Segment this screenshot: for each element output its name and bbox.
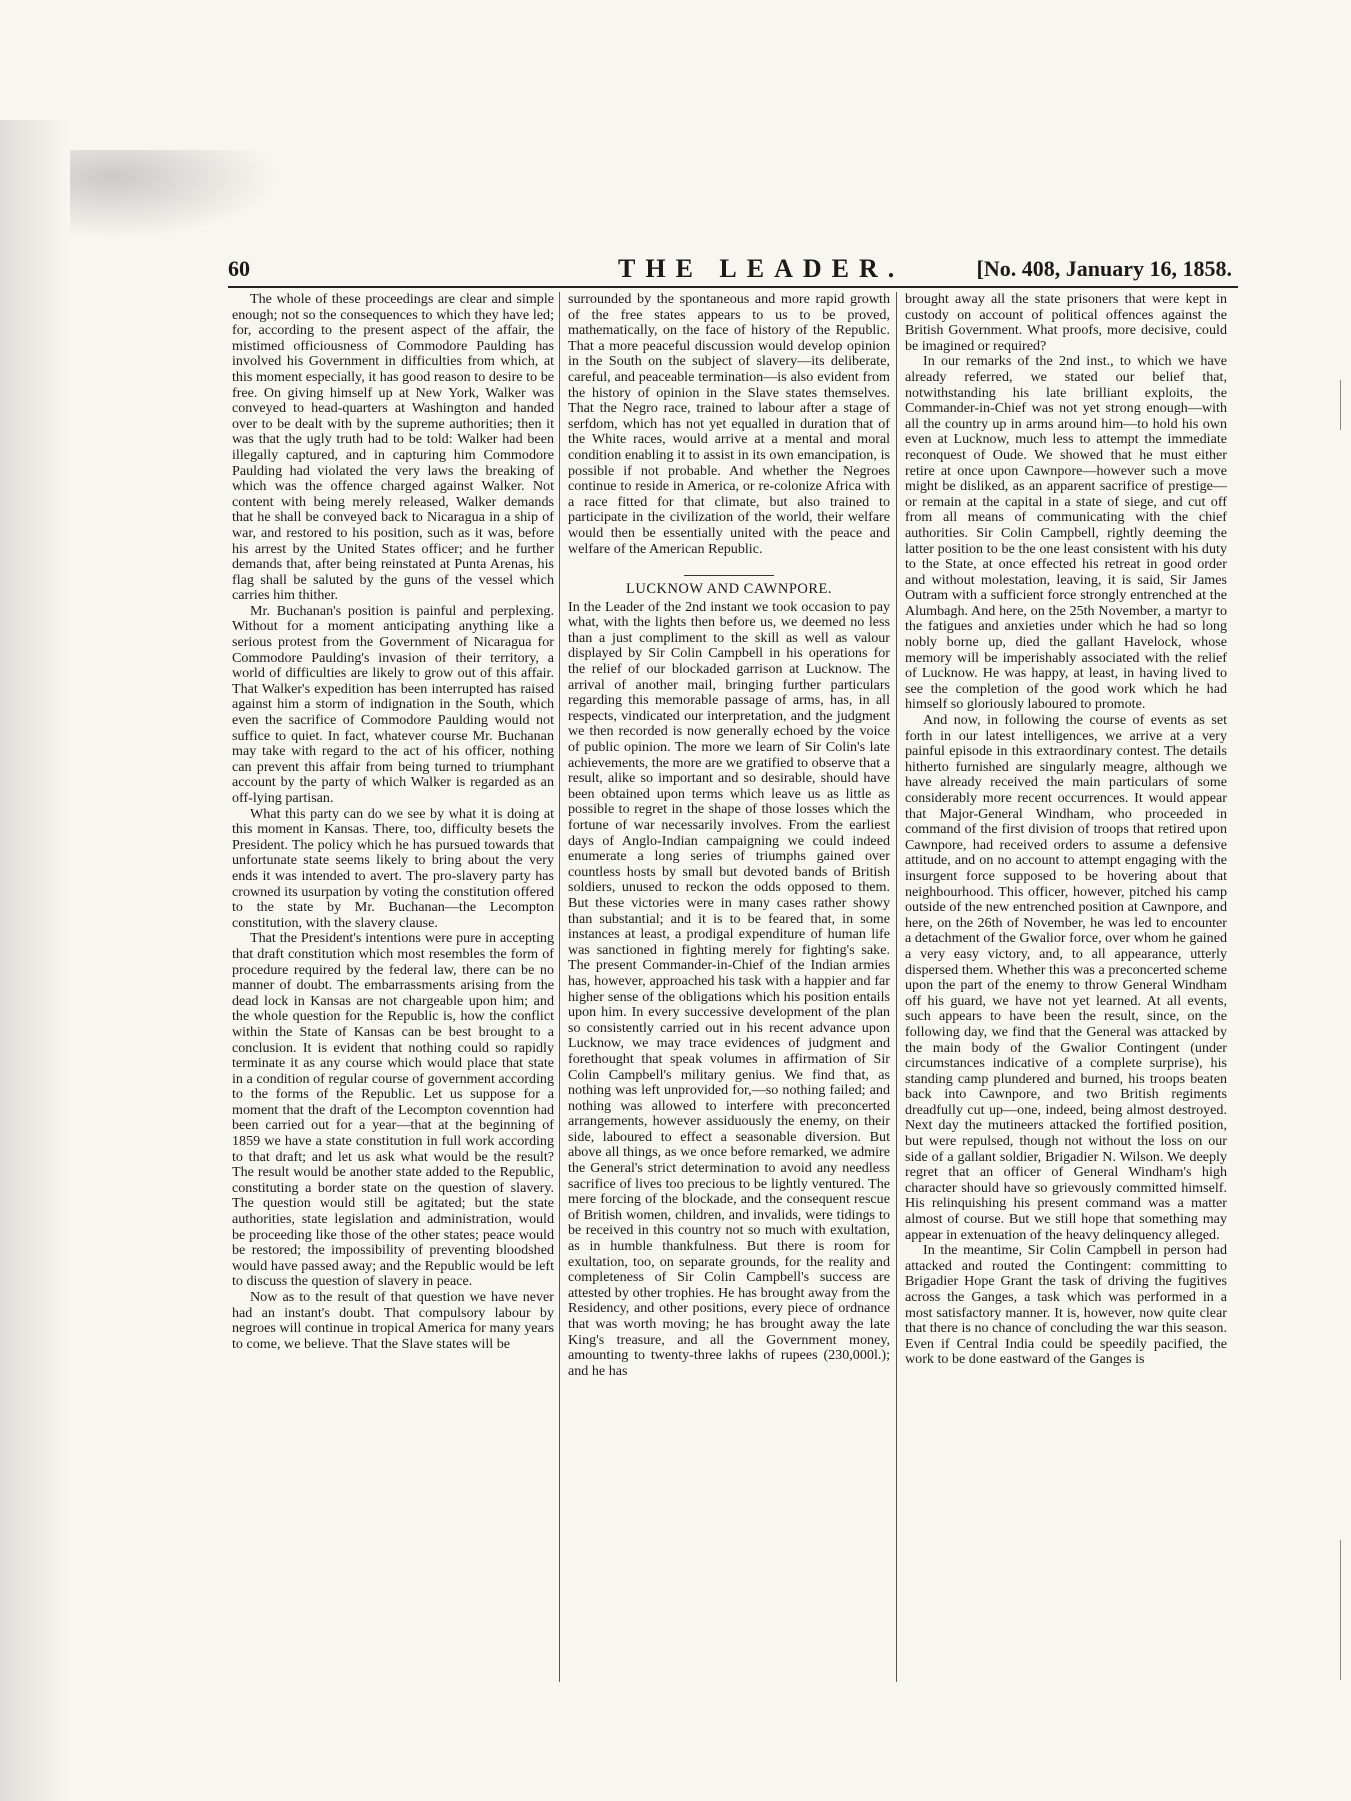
column-2: [568, 292, 890, 1682]
paragraph: The whole of these proceedings are clear and simple enough; not so the consequences to which they have led; for, according to the present aspect of the affair, the mistimed officiousness of Commodore Paulding has involved his Government in difficulties from which, at this moment especially, it has good reason to desire to be free. On giving himself up at New York, Walker was conveyed to head-quarters at Washington and handed over to be dealt with by the supreme authorities; then it was that the ugly truth had to be told: Walker had been illegally captured, and in capturing him Commodore Paulding had violated the very laws the breaking of which was the offence charged against Walker. Not content with being merely released, Walker demands that he shall be conveyed back to Nicaragua in a ship of war, and restored to his position, such as it was, before his arrest by the United States officer; and he further demands that, after being reinstated at Punta Arenas, his flag shall be saluted by the guns of the vessel which carries him thither.: [232, 292, 554, 604]
paragraph: What this party can do we see by what it is doing at this moment in Kansas. There, too, difficulty besets the President. The policy which he has pursued towards that unfortunate state seems likely to bring about the very ends it was intended to avert. The pro-slavery party has crowned its usurpation by voting the constitution offered to the state by Mr. Buchanan—the Lecompton constitution, with the slavery clause.: [232, 805, 554, 931]
margin-mark: [1340, 380, 1341, 430]
column-rule-1: [559, 292, 560, 1682]
page-number: 60: [228, 256, 250, 281]
newspaper-title: THE LEADER.: [618, 254, 905, 283]
paragraph: surrounded by the spontaneous and more rapid growth of the free states appears to us to be proved, mathematically, on the face of history of the Republic. That a more peaceful discussion would develop opinion in the South on the subject of slavery—its deliberate, careful, and peaceable termination—is also evident from the history of opinion in the Slave states themselves. That the Negro race, trained to labour after a stage of serfdom, which has not yet equalled in duration that of the White races, would arrive at a mental and moral condition enabling it to assist in its own emancipation, is possible if not probable. And whether the Negroes continue to reside in America, or re-colonize Africa with a race fitted for that climate, but also trained to participate in the civilization of the world, their welfare would then be essentially united with the peace and welfare of the American Republic.: [568, 292, 890, 557]
paragraph: That the President's intentions were pure in accepting that draft constitution which most resembles the form of procedure required by the federal law, there can be no manner of doubt. The embarrassments arising from the dead lock in Kansas are not chargeable upon him; and the whole question for the Republic is, how the conflict within the State of Kansas can be best brought to a conclusion. It is evident that nothing could so rapidly terminate it as any course which would place that state in a condition of regular course of government according to the forms of the Republic. Let us suppose for a moment that the draft of the Lecompton covenntion had been carried out for a year—that at the beginning of 1859 we have a state constitution in full work according to that draft; and let us ask what would be the result? The result would be another state added to the Republic, constituting a border state on the question of slavery. The question would still be agitated; but the state authorities, state legislation and administration, would be proceeding like those of the other states; peace would be restored; the impossibility of preventing bloodshed would have passed away; and the Republic would be left to discuss the question of slavery in peace.: [232, 930, 554, 1290]
paragraph: In the meantime, Sir Colin Campbell in person had attacked and routed the Contingent: committing to Brigadier Hope Grant the task of driving the fugitives across the Ganges, a task which was performed in a most satisfactory manner. It is, however, now quite clear that there is no chance of concluding the war this season. Even if Central India could be speedily pacified, the work to be done eastward of the Ganges is: [905, 1242, 1227, 1368]
masthead: [228, 256, 1238, 288]
paragraph: And now, in following the course of events as set forth in our latest intelligences, we arrive at a very painful episode in this extraordinary contest. The details hitherto furnished are singularly meagre, although we have already received the main particulars of some considerably more recent occurrences. It would appear that Major-General Windham, who proceeded in command of the first division of troops that retired upon Cawnpore, had received orders to assume a defensive attitude, and on no account to attempt engaging with the insurgent force supposed to be hovering about that neighbourhood. This officer, however, pitched his camp outside of the new entrenched position at Cawnpore, and here, on the 26th of November, he was led to encounter a detachment of the Gwalior force, over whom he gained a very easy victory, and, to all appearance, utterly dispersed them. Whether this was a preconcerted scheme upon the part of the enemy to throw General Windham off his guard, we have not yet learned. At all events, such appears to have been the result, since, on the following day, we find that the General was attacked by the main body of the Gwalior Contingent (under circumstances indicative of a complete surprise), his standing camp plundered and burned, his troops beaten back into Cawnpore, and two British regiments dreadfully cut up—one, indeed, being almost destroyed. Next day the mutineers attacked the fortified position, but were repulsed, though not without the loss on our side of a gallant soldier, Brigadier N. Wilson. We deeply regret that an officer of General Windham's high character should have so grievously committed himself. His relinquishing his present command was a matter almost of course. But we still hope that something may appear in extenuation of the heavy delinquency alleged.: [905, 712, 1227, 1243]
margin-mark: [1340, 1540, 1341, 1680]
paragraph: In the Leader of the 2nd instant we took occasion to pay what, with the lights then before us, we deemed no less than a just compliment to the skill as well as valour displayed by Sir Colin Campbell in his operations for the relief of our blockaded garrison at Lucknow. The arrival of another mail, bringing further particulars regarding this memorable passage of arms, has, in all respects, vindicated our interpretation, and the judgment we then recorded is now generally echoed by the voice of public opinion. The more we learn of Sir Colin's late achievements, the more are we gratified to observe that a result, alike so important and so desirable, should have been obtained upon terms which leave us as little as possible to regret in the shape of those losses which the fortune of war necessarily involves. From the earliest days of Anglo-Indian campaigning we could indeed enumerate a long series of triumphs gained over countless hosts by small but devoted bands of British soldiers, unused to reckon the odds opposed to them. But these victories were in many cases rather showy than substantial; and it is to be feared that, in some instances at least, a prodigal expenditure of human life was sanctioned in fighting merely for fighting's sake. The present Commander-in-Chief of the Indian armies has, however, approached his task with a happier and far higher sense of the obligations which his position entails upon him. In every successive development of the plan so consistently carried out in his recent advance upon Lucknow, we may trace evidences of judgment and forethought that speak volumes in affirmation of Sir Colin Campbell's military genius. We find that, as nothing was left unprovided for,—so nothing failed; and nothing was allowed to interfere with preconcerted arrangements, however assiduously the enemy, on their side, laboured to effect a seasonable diversion. But above all things, as we once before remarked, we admire the General's strict determination to avoid any needless sacrifice of lives too precious to be lightly ventured. The mere forcing of the blockade, and the consequent rescue of British women, children, and invalids, were tidings to be received in this country not so much with exultation, as in humble thankfulness. But there is room for exultation, too, on separate grounds, for the reality and completeness of Sir Colin Campbell's success are attested by other trophies. He has brought away from the Residency, and other positions, every piece of ordnance that was worth moving; he has brought away the late King's treasure, and all the Government money, amounting to twenty-three lakhs of rupees (230,000l.); and he has: [568, 598, 890, 1379]
column-3: [905, 292, 1227, 1682]
paragraph: Mr. Buchanan's position is painful and perplexing. Without for a moment anticipating anything like a serious protest from the Government of Nicaragua for Commodore Paulding's invasion of their territory, a world of difficulties are likely to grow out of this affair. That Walker's expedition has been interrupted has raised against him a storm of indignation in the South, which even the sacrifice of Commodore Paulding would not suffice to quiet. In fact, whatever course Mr. Buchanan may take with regard to the act of his officer, nothing can prevent this affair from being turned to triumphant account by the party of which Walker is regarded as an off-lying partisan.: [232, 602, 554, 806]
scan-shadow-edge: [0, 120, 70, 1801]
paragraph: brought away all the state prisoners that were kept in custody on account of political offences against the British Government. What proofs, more decisive, could be imagined or required?: [905, 292, 1227, 354]
paragraph: Now as to the result of that question we have never had an instant's doubt. That compulsory labour by negroes will continue in tropical America for many years to come, we believe. That the Slave states will be: [232, 1289, 554, 1352]
scan-blot: [70, 150, 280, 240]
article-heading: LUCKNOW AND CAWNPORE.: [625, 581, 833, 598]
paragraph: In our remarks of the 2nd inst., to which we have already referred, we stated our belief that, notwithstanding his late brilliant exploits, the Commander-in-Chief was not yet strong enough—with all the country up in arms around him—to hold his own even at Lucknow, much less to attempt the immediate reconquest of Oude. We showed that he must either retire at once upon Cawnpore—however such a move might be disliked, as an apparent sacrifice of prestige—or remain at the capital in a state of siege, and cut off from all means of communicating with the chief authorities. Sir Colin Campbell, rightly deeming the latter position to be the one least consistent with his duty to the State, at once effected his retreat in good order and without molestation, leaving, it is said, Sir James Outram with a sufficient force strongly entrenched at the Alumbagh. And here, on the 25th November, a martyr to the fatigues and anxieties under which he had so long nobly borne up, died the gallant Havelock, whose memory will be imperishably associated with the relief of Lucknow. He was happy, at least, in having lived to see the completion of the good work which he had himself so gloriously laboured to promote.: [905, 353, 1227, 713]
column-rule-2: [896, 292, 897, 1682]
column-1: [232, 292, 554, 1682]
section-divider: [684, 575, 774, 576]
issue-line: [No. 408, January 16, 1858.: [976, 256, 1232, 281]
